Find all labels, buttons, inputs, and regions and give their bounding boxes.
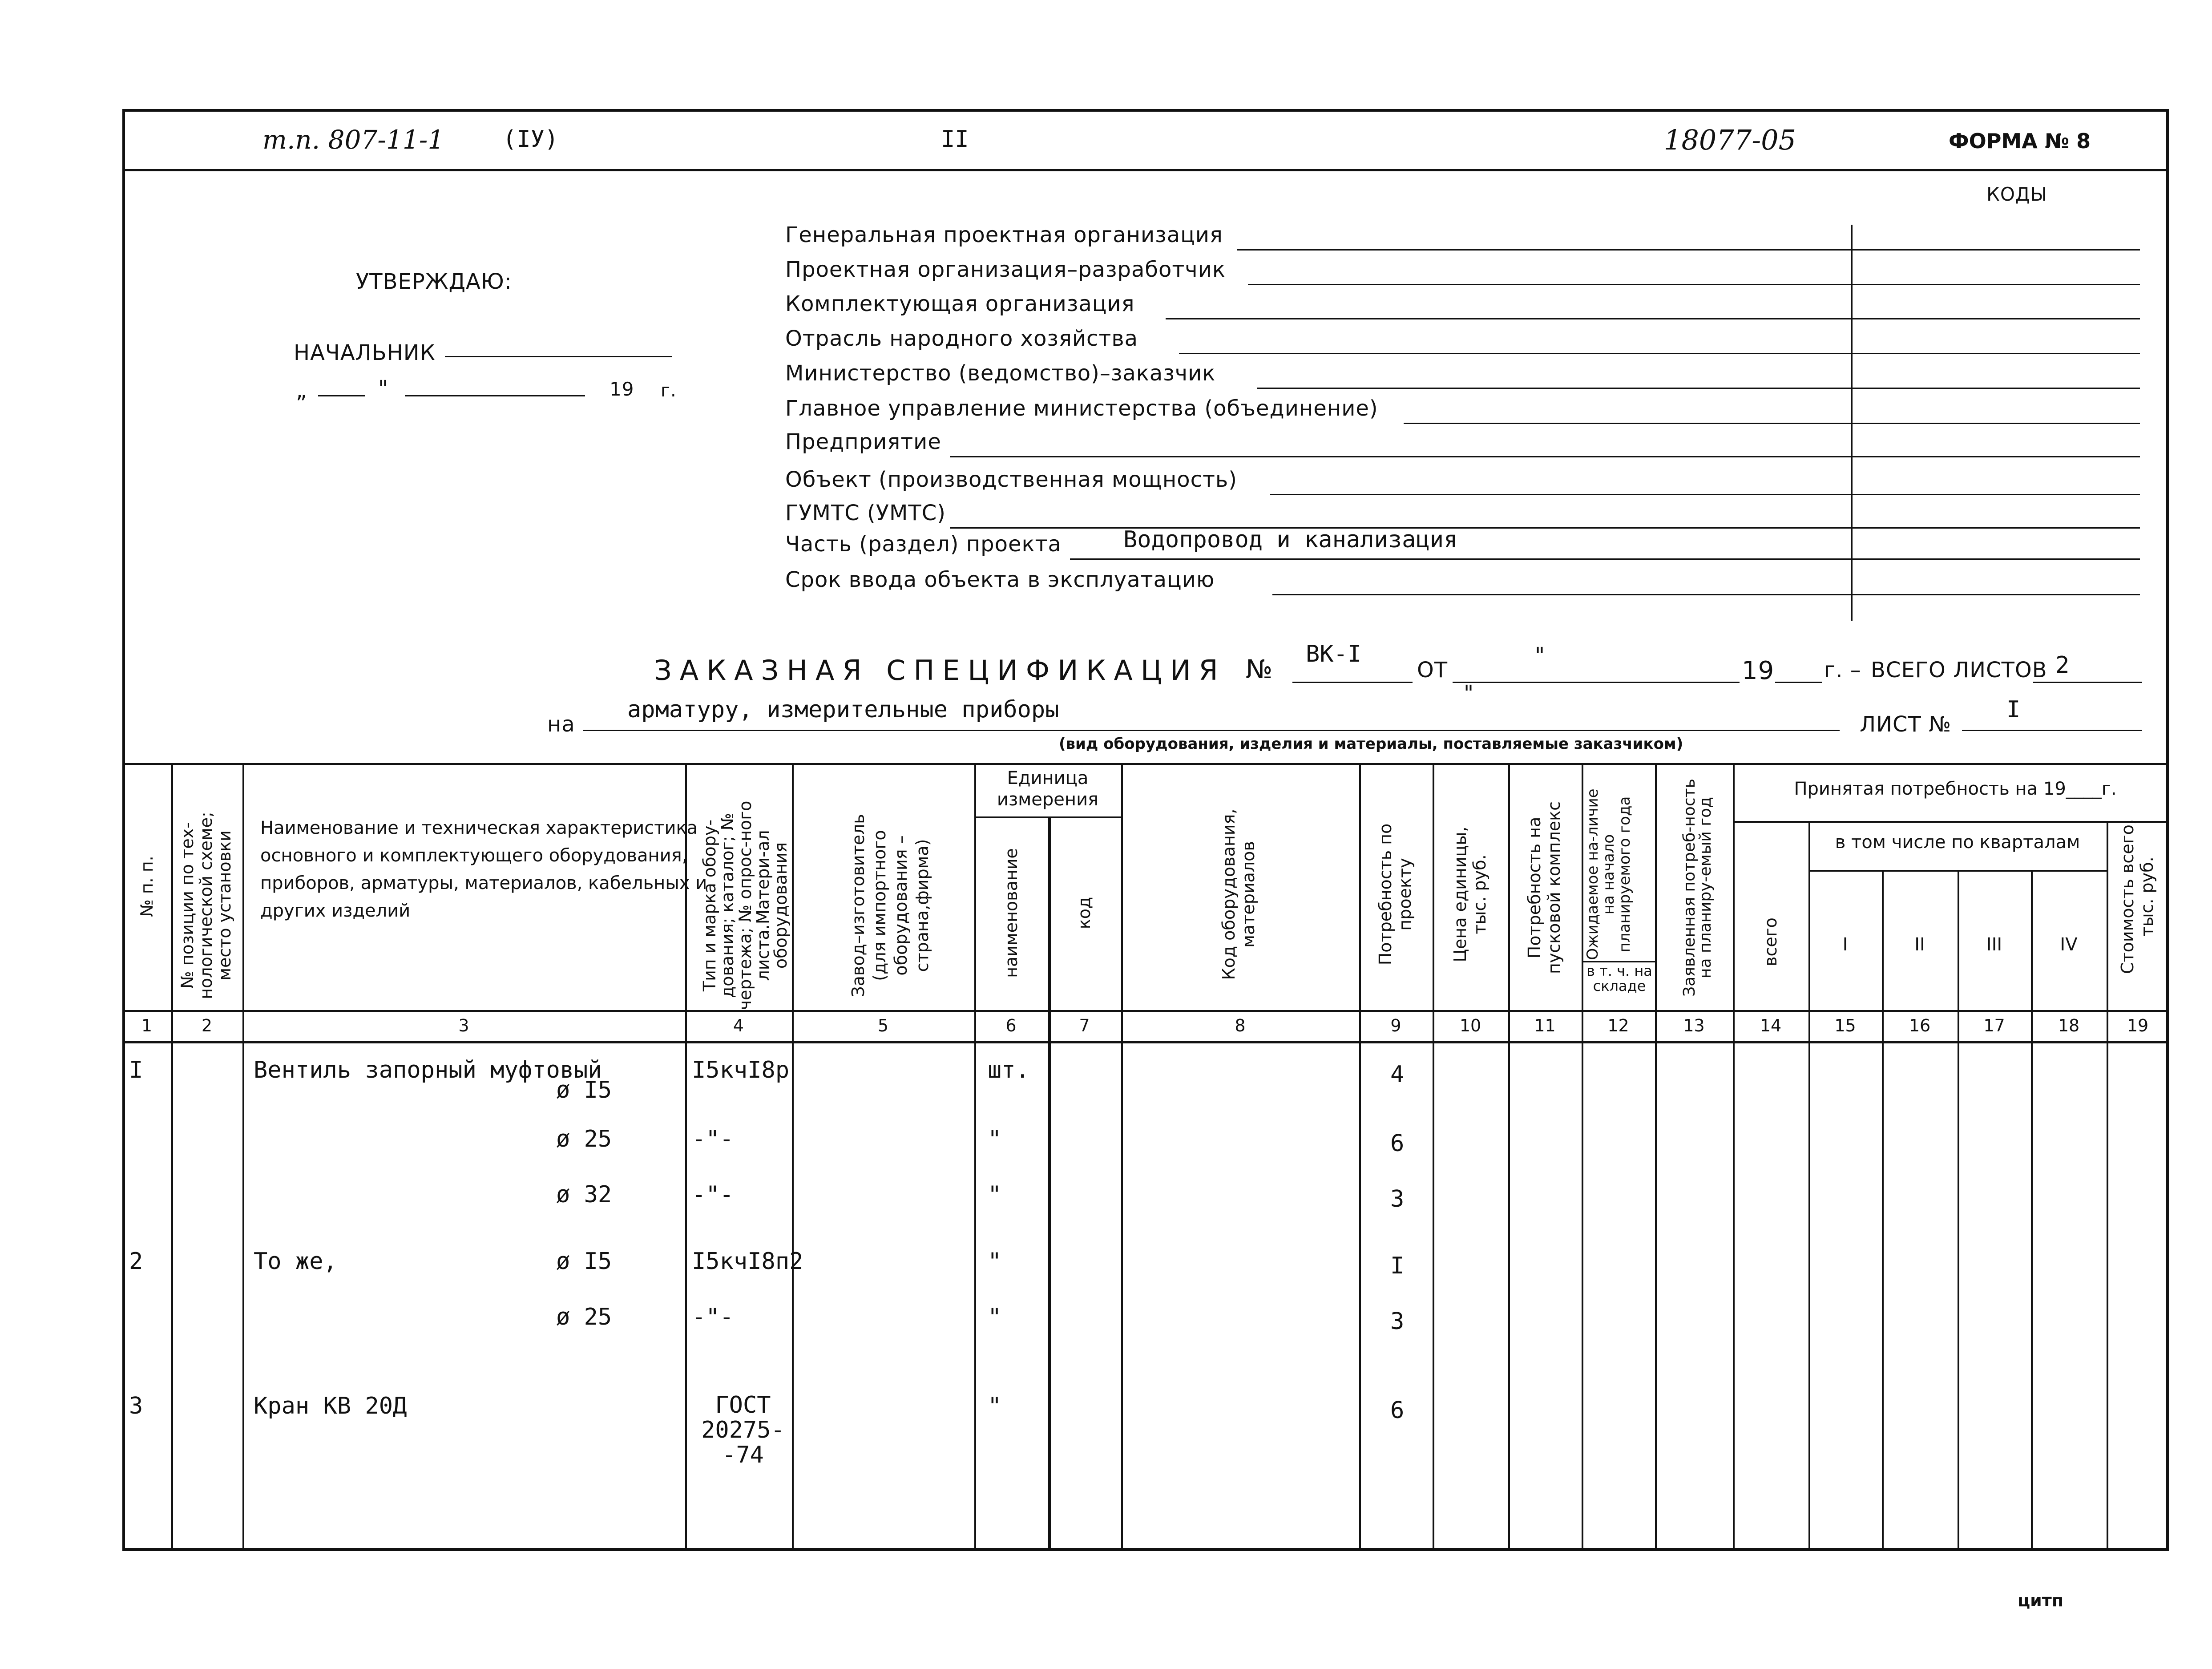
column-number: 19 [2127,1016,2149,1035]
spec-number-line [1292,682,1413,683]
item-quantity: 3 [1390,1186,1405,1212]
day-line [318,395,365,396]
column-number: 17 [1983,1016,2005,1035]
col-line [1433,763,1434,1551]
table-top-line [122,763,2169,765]
column-number: 10 [1459,1016,1481,1035]
header-c12b: в т. ч. на складе [1586,962,1652,994]
column-number: 4 [733,1016,744,1035]
org-field-label: Главное управление министерства (объединение) [785,396,1378,421]
header-c4: Тип и марка обору-дования; каталог; № чертежа; № опрос-ного листа.Матери-ал оборудования [700,800,791,1010]
spec-date-quote-2: " [1464,681,1474,706]
org-field-label: Срок ввода объекта в эксплуатацию [785,567,1215,592]
approve-year-suffix: г. [661,380,677,401]
item-type: -"- [692,1304,734,1330]
org-field-label: Министерство (ведомство)–заказчик [785,361,1216,386]
header-c18: IV [2060,934,2078,955]
spec-on-value: арматуру, измерительные приборы [627,696,1059,723]
item-unit: " [988,1393,1002,1419]
org-field-line [1404,423,2140,424]
column-number: 6 [1005,1016,1017,1035]
org-field-line [1237,249,2140,251]
item-unit: " [988,1304,1002,1330]
item-name: Вентиль запорный муфтовый [254,1057,602,1083]
column-number: 1 [141,1016,153,1035]
item-quantity: I [1390,1253,1405,1279]
org-field-label: Предприятие [785,429,941,454]
spec-sheet-label: ЛИСТ № [1860,712,1952,737]
column-number: 16 [1909,1016,1931,1035]
spec-sheet-line [1962,730,2142,731]
item-unit: " [988,1126,1002,1152]
item-quantity: 6 [1390,1397,1405,1424]
header-divider [122,169,2169,171]
col-line [1048,816,1051,1551]
col-line [1359,763,1361,1551]
header-c17: III [1986,934,2002,955]
header-c8: Код оборудования, материалов [1219,808,1258,980]
spec-title: ЗАКАЗНАЯ СПЕЦИФИКАЦИЯ [654,654,1226,687]
org-field-label: Часть (раздел) проекта [785,532,1062,557]
org-field-label: Проектная организация–разработчик [785,257,1226,282]
org-field-line [1166,318,2140,319]
header-c15: I [1842,934,1848,955]
col-line [1882,870,1884,1551]
column-number: 3 [458,1016,469,1035]
col-line [1808,821,1810,1551]
item-quantity: 3 [1390,1308,1405,1335]
form-number: ФОРМА № 8 [1949,129,2091,153]
column-number: 2 [201,1016,213,1035]
row-number: I [129,1057,143,1083]
header-c12: Ожидаемое на-личие на начало планируемого года [1584,788,1634,960]
org-field-line [1257,388,2140,389]
spec-date-quote-1: " [1535,643,1546,668]
column-number: 15 [1834,1016,1856,1035]
org-field-line [1272,594,2140,595]
spec-number-label: № [1246,654,1273,684]
org-field-line [1248,284,2140,285]
item-name: То же, [254,1248,337,1275]
org-field-line [950,456,2140,457]
column-number: 11 [1534,1016,1556,1035]
header-quarters: в том числе по кварталам [1835,832,2080,853]
item-type: -"- [692,1181,734,1208]
item-type: I5кчI8п2 [692,1248,803,1275]
column-number: 7 [1079,1016,1090,1035]
col-line [1121,763,1123,1551]
col-line [1582,763,1583,1551]
codes-label: КОДЫ [1986,183,2047,205]
header-c19: Стоимость всего, тыс. руб. [2118,819,2157,974]
table-bottom-line [122,1548,2169,1551]
header-c6: наименование [1001,848,1021,978]
col-line [2107,821,2108,1551]
header-accepted: Принятая потребность на 19____г. [1794,779,2117,799]
header-c14: всего [1761,917,1780,966]
spec-sheets-line [2033,682,2142,683]
header-c2: № позиции по тех-нологической схеме; место установки [178,812,234,999]
quote-open: „ [296,378,307,403]
org-field-line [1270,494,2140,495]
col-line [1508,763,1510,1551]
page-number: II [941,126,969,153]
header-bottom-line [122,1010,2169,1012]
col-line [171,763,173,1551]
item-type: I5кчI8р [692,1057,790,1083]
spec-sheets-label: ВСЕГО ЛИСТОВ [1871,658,2047,683]
header-c7: код [1074,897,1094,929]
org-field-label: Комплектующая организация [785,291,1135,316]
column-number: 14 [1760,1016,1782,1035]
column-number: 18 [2058,1016,2080,1035]
column-number: 12 [1607,1016,1629,1035]
header-unit: Единица измерения [997,768,1099,810]
approve-year: 19 [610,378,634,400]
quote-close: " [378,376,389,401]
header-c9: Потребность по проекту [1376,823,1415,966]
spec-number-value: ВК-I [1306,641,1362,667]
item-type: ГОСТ 20275--74 [701,1392,785,1468]
spec-on-label: на [547,712,575,737]
org-field-line [1070,558,2140,560]
col-line [2031,870,2033,1551]
row-number: 3 [129,1393,143,1419]
row-number: 2 [129,1248,143,1275]
footer-mark: цитп [2018,1591,2064,1610]
spec-table [122,763,2169,1551]
col-line [1655,763,1657,1551]
item-unit: " [988,1248,1002,1275]
header-c3: Наименование и техническая характеристика основного и комплектующего оборудования, приборов, арматуры, материалов, кабельных и других изделий [260,818,707,921]
item-diameter: ø I5 [556,1077,612,1103]
col-line [974,763,976,1551]
item-diameter: ø I5 [556,1248,612,1275]
spec-from-label: ОТ [1417,658,1448,683]
accepted-subheader-line [1733,821,2169,823]
header-c13: Заявленная потреб-ность на планиру-емый год [1680,779,1715,997]
spec-note: (вид оборудования, изделия и материалы, поставляемые заказчиком) [1059,735,1683,753]
chief-label: НАЧАЛЬНИК [294,340,436,365]
approve-title: УТВЕРЖДАЮ: [356,269,512,294]
header-c5: Завод–изготовитель (для импортного оборудования –страна,фирма) [848,814,932,997]
chief-signature-line [445,356,672,357]
org-field-value: Водопровод и канализация [1123,526,1458,553]
album-number: 18077-05 [1664,124,1796,156]
item-diameter: ø 25 [556,1126,612,1152]
org-field-line [1179,353,2140,354]
spec-sheets-value: 2 [2055,652,2070,679]
org-field-label: ГУМТС (УМТС) [785,501,946,525]
spec-date-line [1453,682,1740,683]
spec-year: 19 [1742,656,1775,685]
item-unit: шт. [988,1057,1029,1083]
volume-label: (IУ) [503,126,559,153]
spec-sheet-value: I [2006,696,2021,723]
item-name: Кран КВ 20Д [254,1393,407,1419]
org-field-label: Отрасль народного хозяйства [785,326,1138,351]
header-c16: II [1914,934,1925,955]
item-quantity: 4 [1390,1061,1405,1088]
org-field-label: Генеральная проектная организация [785,222,1223,247]
col-number-line [122,1041,2169,1043]
item-type: -"- [692,1126,734,1152]
item-diameter: ø 32 [556,1181,612,1208]
spec-on-line [583,730,1840,731]
column-number: 13 [1683,1016,1705,1035]
column-number: 8 [1235,1016,1246,1035]
column-number: 9 [1390,1016,1401,1035]
column-number: 5 [877,1016,889,1035]
item-unit: " [988,1181,1002,1208]
spec-year-suffix: г. – [1824,658,1861,683]
spec-year-line [1775,682,1822,683]
col-line [1958,870,1959,1551]
item-diameter: ø 25 [556,1304,612,1330]
org-field-label: Объект (производственная мощность) [785,467,1237,492]
item-quantity: 6 [1390,1130,1405,1157]
project-code: т.п. 807-11-1 [262,125,444,155]
month-line [405,395,585,396]
header-c1: № п. п. [137,856,157,917]
header-c11: Потребность на пусковой комплекс [1525,801,1564,974]
header-c10: Цена единицы, тыс. руб. [1450,826,1489,962]
